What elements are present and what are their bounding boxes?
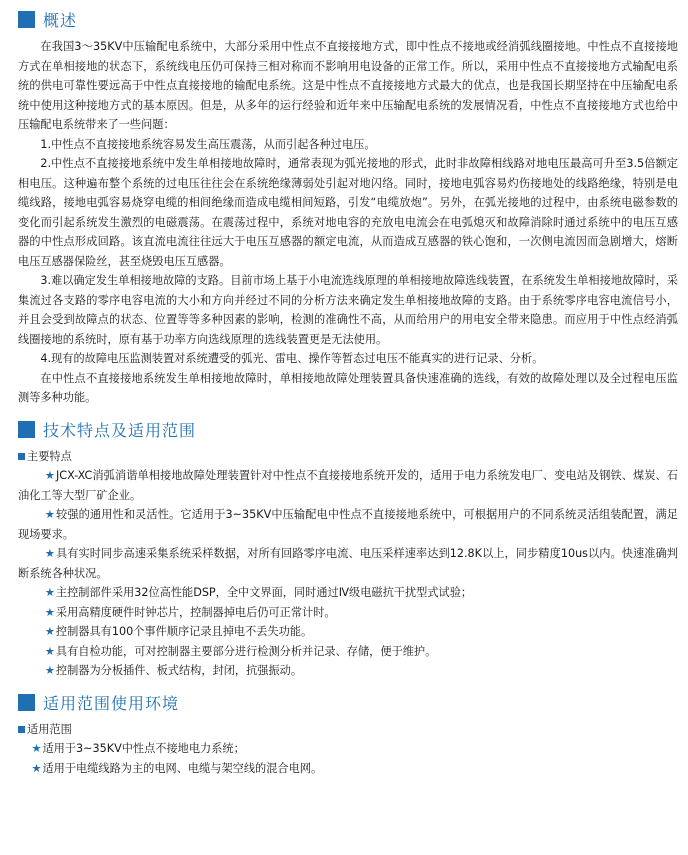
bullet-text: 适用于电缆线路为主的电网、电缆与架空线的混合电网。 bbox=[42, 761, 323, 775]
star-icon: ★ bbox=[44, 508, 56, 521]
bullet-item bbox=[18, 583, 678, 603]
section-scope bbox=[18, 691, 678, 779]
star-icon: ★ bbox=[44, 469, 55, 482]
star-icon: ★ bbox=[44, 547, 55, 560]
star-icon: ★ bbox=[44, 644, 55, 658]
bullet-text: 控制器具有100个事件顺序记录且掉电不丢失功能。 bbox=[55, 625, 313, 638]
small-square-icon bbox=[18, 453, 25, 460]
bullet-text: 主控制部件采用32位高性能DSP，全中文界面，同时通过Ⅳ级电磁抗干扰型式试验； bbox=[55, 586, 473, 599]
subheading bbox=[18, 447, 678, 467]
paragraph: 2.中性点不直接接地系统中发生单相接地故障时，通常表现为弧光接地的形式，此时非故障相线路对地电压最高可升至3.5倍额定相电压。这种遍布整个系统的过电压往往会在系统绝缘薄弱处引起对地闪络。同时，接地电弧容易灼伤接地处的线路绝缘，特别是电缆线路，接地电弧容易烧穿电缆的相间绝缘而造成电缆相间短路，引发“电缆放炮”。另外，在弧光接地的过程中，由系统电磁参数的变化而引起系统发生激烈的电磁震荡。在震荡过程中，系统对地电容的充放电电流会在电弧熄灭和故障消除时通过系统中的电压互感器的中性点形成回路。该直流电流往往远大于电压互感器的额定电流，从而造成互感器的铁心饱和，一次侧电流因而急剧增大，熔断电压互感器保险丝，甚至烧毁电压互感器。 bbox=[18, 157, 678, 268]
bullet-text: 采用高精度硬件时钟芯片，控制器掉电后仍可正常计时。 bbox=[55, 605, 336, 619]
square-marker-icon bbox=[18, 421, 35, 438]
section-features bbox=[18, 418, 678, 681]
bullet-text: 较强的通用性和灵活性。它适用于3~35KV中压输配电中性点不直接接地系统中，可根据用户的不同系统灵活组装配置，满足现场要求。 bbox=[18, 508, 678, 541]
paragraph: 1.中性点不直接接地系统容易发生高压震荡，从而引起各种过电压。 bbox=[40, 137, 376, 151]
star-icon: ★ bbox=[44, 586, 55, 599]
section-title: 概述 bbox=[43, 11, 78, 30]
subheading bbox=[18, 720, 678, 740]
star-icon: ★ bbox=[31, 742, 42, 755]
small-square-icon bbox=[18, 726, 25, 733]
square-marker-icon bbox=[18, 11, 35, 28]
bullet-item bbox=[18, 544, 678, 583]
star-icon: ★ bbox=[44, 664, 55, 677]
section-overview bbox=[18, 8, 678, 408]
section-title: 技术特点及适用范围 bbox=[43, 420, 197, 440]
section-heading bbox=[18, 418, 678, 441]
paragraph: 在中性点不直接接地系统发生单相接地故障时，单相接地故障处理装置具备快速准确的选线，有效的故障处理以及全过程电压监测等多种功能。 bbox=[18, 371, 678, 404]
bullet-text: 具有实时同步高速采集系统采样数据，对所有回路零序电流、电压采样速率达到12.8K以上，同步精度10us以内。快速准确判断系统各种状况。 bbox=[18, 547, 678, 580]
bullet-item bbox=[18, 642, 678, 662]
paragraph: 3.难以确定发生单相接地故障的支路。目前市场上基于小电流选线原理的单相接地故障选线装置，在系统发生单相接地故障时，采集流过各支路的零序电容电流的大小和方向并经过不同的分析方法来确定发生单相接地故障的支路。由于系统零序电容电流信号小，并且会受到故障点的状态、位置等等多种因素的影响，检测的准确性不高，从而给用户的用电安全带来隐患。而应用于中性点经消弧线圈接地的系统时，原有基于功率方向选线原理的选线装置更是无法使用。 bbox=[18, 274, 678, 346]
bullet-item bbox=[18, 759, 678, 779]
bullet-item bbox=[18, 661, 678, 681]
bullet-item bbox=[18, 622, 678, 642]
bullet-item bbox=[18, 505, 678, 544]
bullet-item bbox=[18, 603, 678, 623]
section-heading bbox=[18, 8, 678, 31]
bullet-text: 适用于3~35KV中性点不接地电力系统； bbox=[42, 742, 245, 755]
square-marker-icon bbox=[18, 694, 35, 711]
star-icon: ★ bbox=[44, 625, 55, 638]
bullet-text: 控制器为分板插件、板式结构，封闭，抗强振动。 bbox=[55, 664, 303, 677]
section-title: 适用范围使用环境 bbox=[43, 693, 180, 713]
paragraph: 4.现有的故障电压监测装置对系统遭受的弧光、雷电、操作等暂态过电压不能真实的进行记录、分析。 bbox=[40, 352, 544, 365]
star-icon: ★ bbox=[31, 761, 42, 775]
bullet-text: 具有自检功能，可对控制器主要部分进行检测分析并记录、存储，便于维护。 bbox=[55, 644, 437, 658]
section-heading bbox=[18, 691, 678, 714]
star-icon: ★ bbox=[44, 605, 55, 619]
bullet-item bbox=[18, 739, 678, 759]
subheading-label: 主要特点 bbox=[27, 449, 72, 463]
bullet-item bbox=[18, 466, 678, 505]
subheading-label: 适用范围 bbox=[27, 722, 72, 736]
paragraph: 在我国3～35KV中压输配电系统中，大部分采用中性点不直接接地方式，即中性点不接地或经消弧线圈接地。中性点不直接接地方式在单相接地的状态下，系统线电压仍可保持三相对称而不影响用电设备的正常工作。所以，采用中性点不直接接地方式输配电系统的供电可靠性要远高于中性点直接接地的输配电系统。这是中性点不直接接地方式最大的优点，也是我国长期坚持在中压输配电系统中使用这种接地方式的基本原因。但是，从多年的运行经验和近年来中压输配电系统的发展情况看，中性点不直接接地方式也给中压输配电系统带来了一些问题： bbox=[18, 40, 678, 131]
bullet-text: JCX-XC消弧消谐单相接地故障处理装置针对中性点不直接接地系统开发的，适用于电力系统发电厂、变电站及钢铁、煤炭、石油化工等大型厂矿企业。 bbox=[18, 469, 678, 502]
